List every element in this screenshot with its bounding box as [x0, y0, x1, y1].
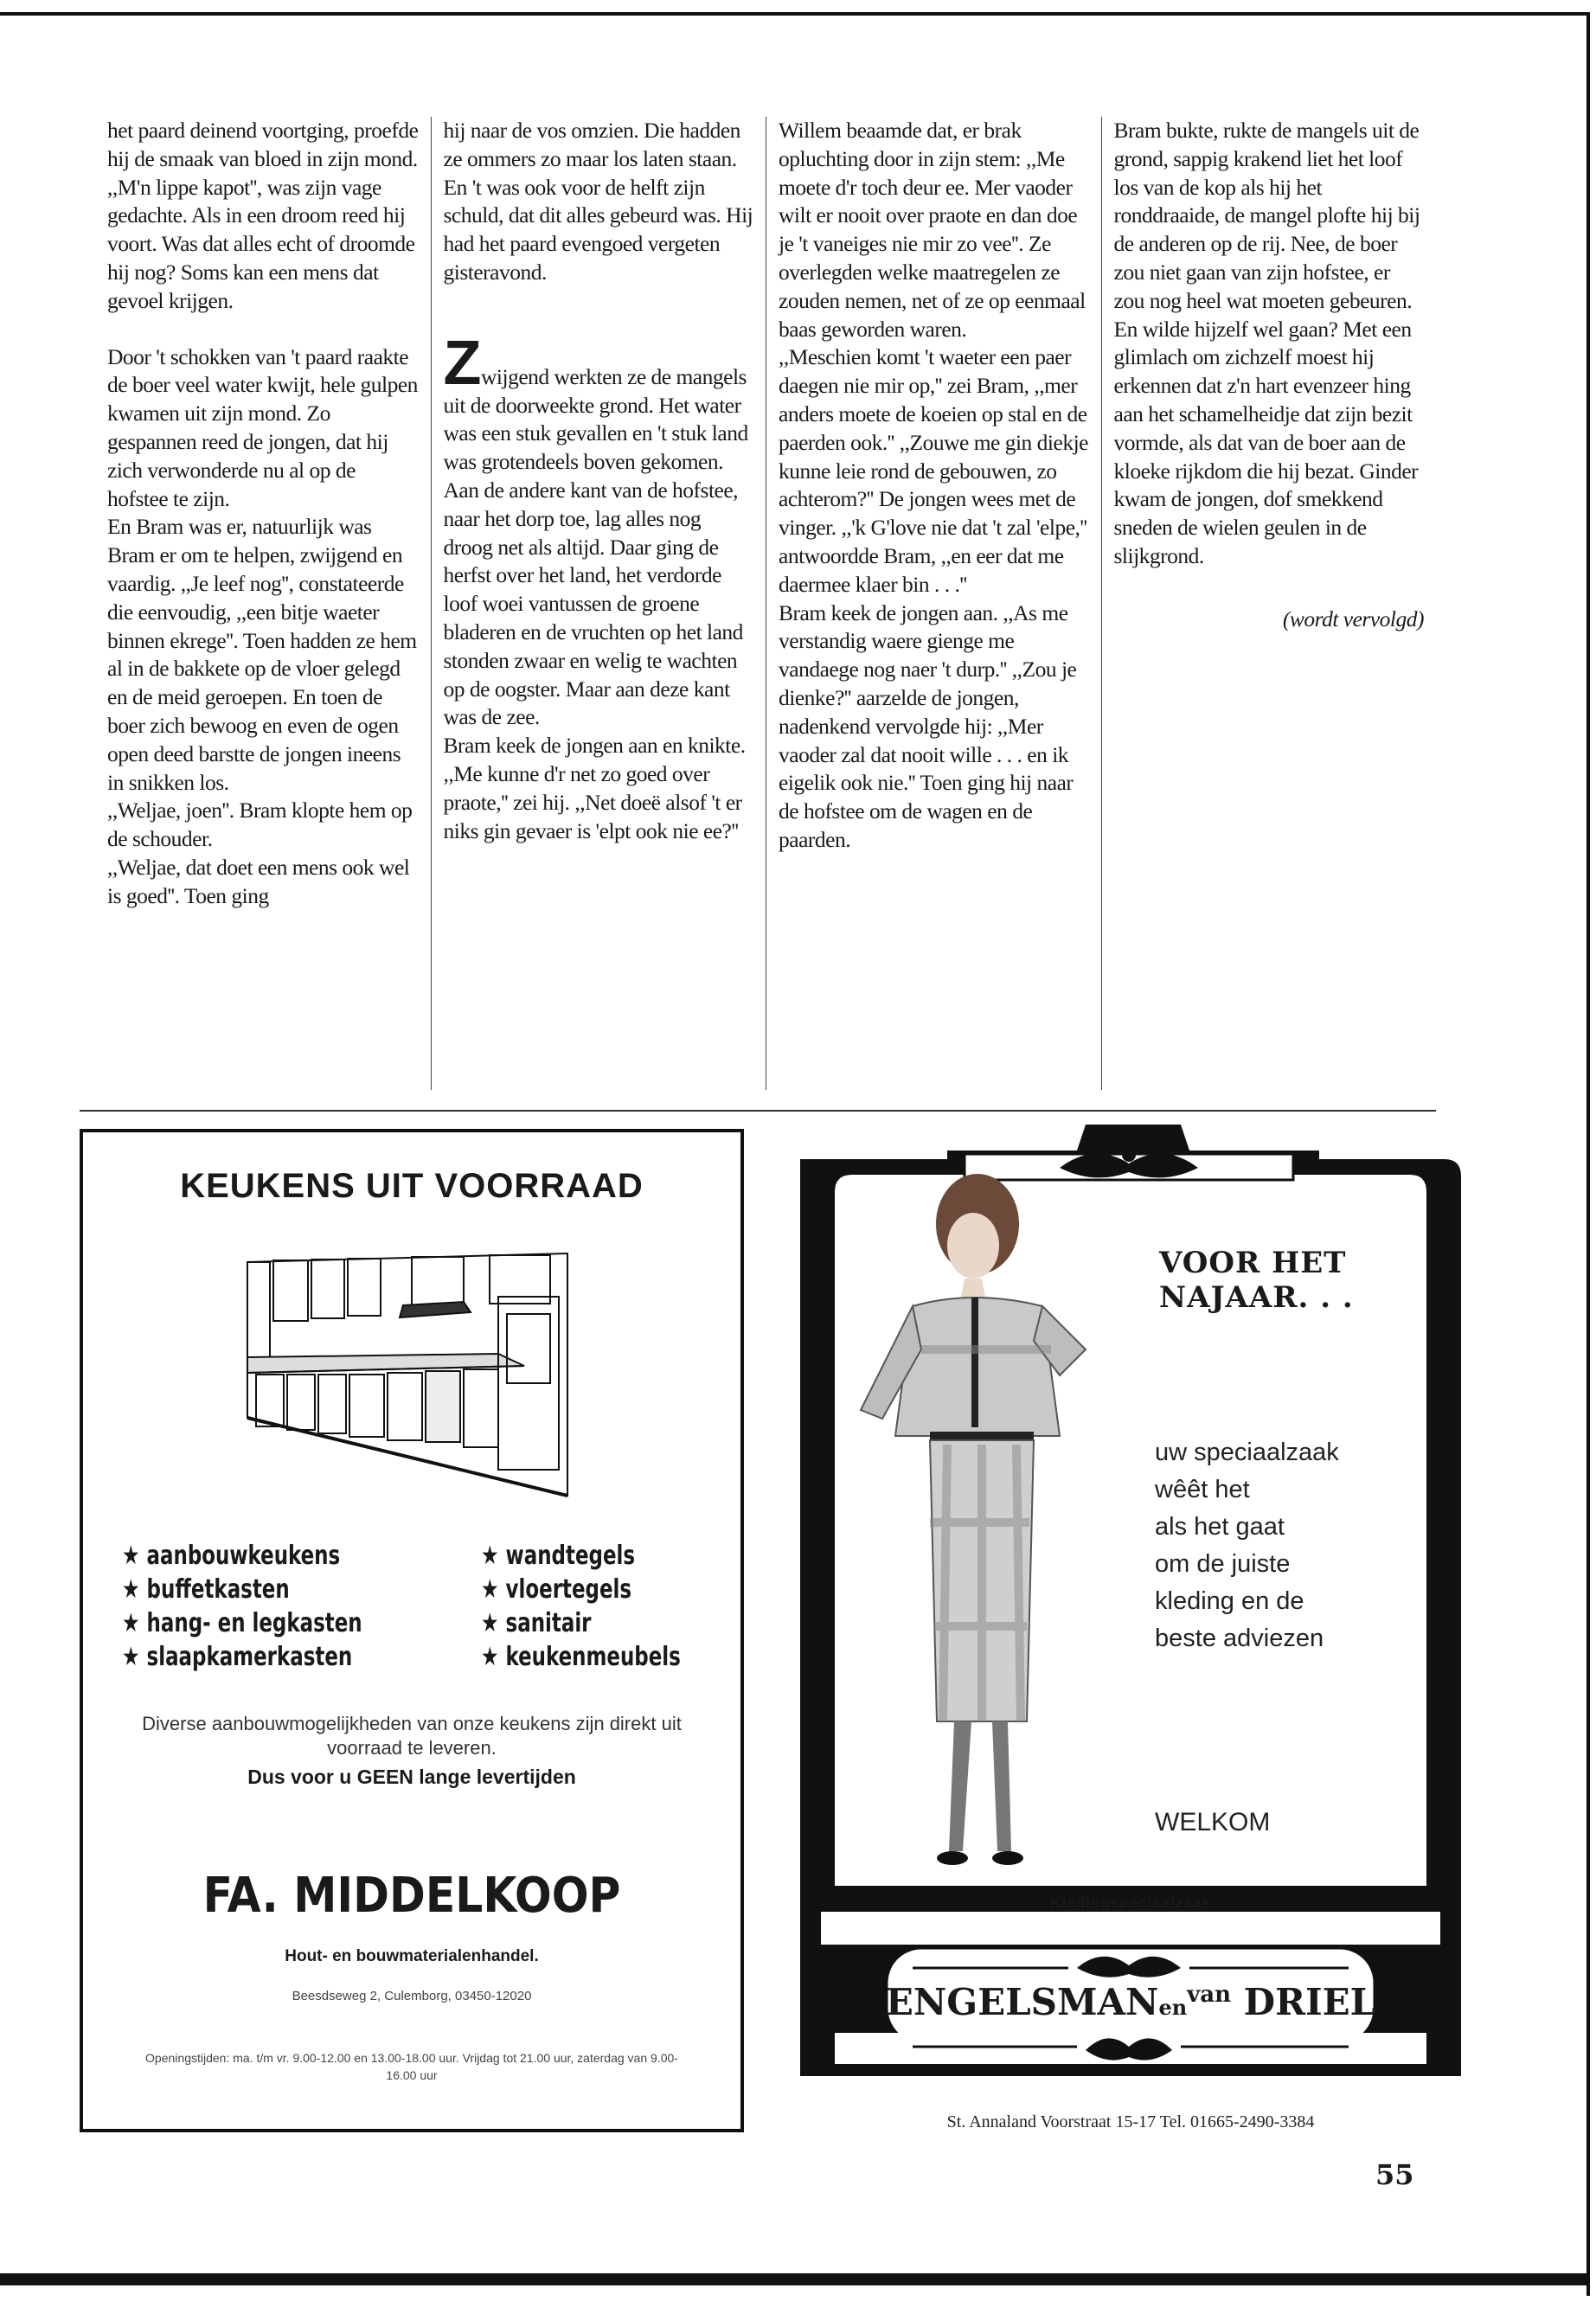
body-line: wêêt het [1155, 1476, 1250, 1503]
feature-item: ★ keukenmeubels [481, 1640, 681, 1674]
paragraph: ,,Weljae, dat doet een mens ook wel is goed''. Toen ging [107, 854, 410, 908]
story-column-3 [766, 117, 1101, 1090]
advertisement-keukens [80, 1129, 744, 2132]
body-line: kleding en de [1155, 1587, 1304, 1615]
brand-en: en [1158, 1995, 1188, 2020]
body-line: uw speciaalzaak [1155, 1439, 1339, 1466]
kitchen-illustration [239, 1245, 585, 1504]
feature-item: ★ vloertegels [481, 1573, 681, 1606]
company-name: FA. MIDDELKOOP [202, 1868, 621, 1924]
paragraph: ,,Weljae, joen''. Bram klopte hem op de schouder. [107, 798, 413, 852]
opening-hours: Openingstijden: ma. t/m vr. 9.00-12.00 en 13.00-18.00 uur. Vrijdag tot 21.00 uur, zaterdag van 9.00-16.00 uur [145, 2051, 678, 2082]
ad-title: KEUKENS UIT VOORRAAD [180, 1167, 644, 1205]
body-line: als het gaat [1155, 1513, 1285, 1541]
feature-item: ★ buffetkasten [122, 1573, 362, 1606]
brand-part: DRIEL [1243, 1981, 1376, 2023]
advertisement-engelsman [800, 1125, 1461, 2132]
feature-item: ★ slaapkamerkasten [122, 1640, 362, 1674]
ad-body [1155, 1434, 1339, 1657]
body-line: beste adviezen [1155, 1625, 1324, 1652]
paragraph: ,,Meschien komt 't waeter een paer daegen nie mir op,'' zei Bram, ,,mer anders moete de koeien op stal en de paerden ook.'' ,,Zouwe me gin diekje kunne leie rond de gebouwen, zo achterom?'' De jongen wees met de vinger. ,,'k G'love nie dat 't zal 'elpe,'' antwoordde Bram, ,,en eer dat me daermee klaer bin . . .'' [779, 344, 1088, 597]
story-column-2 [431, 117, 766, 1090]
ad-description: Diverse aanbouwmogelijkheden van onze keukens zijn direkt uit voorraad te leveren. [142, 1713, 682, 1759]
page-frame-top [0, 12, 1590, 16]
shop-address: St. Annaland Voorstraat 15-17 Tel. 01665-2490-3384 [946, 2112, 1315, 2131]
paragraph: Bram keek de jongen aan. ,,As me verstandig waere gienge me vandaege nog naer 't durp.'' ,,Zou je dienke?'' aarzelde de jongen, nadenkend vervolgde hij: ,,Mer vaoder zal dat nooit wille . . . en ik eigelik ook nie.'' Toen ging hij naar de hofstee om de wagen en de paarden. [779, 599, 1077, 852]
drop-cap: Z [443, 328, 481, 398]
brand-name [800, 1981, 1461, 2023]
paragraph: En Bram was er, natuurlijk was Bram er om te helpen, zwijgend en vaardig. ,,Je leef nog'', constateerde die eenvoudig, ,,een bitje waeter binnen ekrege''. Toen hadden ze hem al in de bakkete op de vloer gelegd en de meid geroepen. En toen de boer zich bewoog en even de ogen open deed barstte de jongen ineens in snikken los. [107, 514, 417, 795]
story-column-4 [1101, 117, 1437, 1090]
paragraph: Door 't schokken van 't paard raakte de boer veel water kwijt, hele gulpen kwamen uit zijn mond. Zo gespannen reed de jongen, dat hij zich verwonderde nu al op de hofstee te zijn. [107, 343, 418, 511]
feature-item: ★ wandtegels [481, 1539, 681, 1573]
continued-note: (wordt vervolgd) [1282, 606, 1424, 631]
page-frame-right [1586, 12, 1590, 2296]
feature-item: ★ hang- en legkasten [122, 1606, 362, 1640]
welcome-text: WELKOM [1155, 1808, 1271, 1836]
page-frame-bottom [0, 2273, 1590, 2285]
paragraph: hij naar de vos omzien. Die hadden ze ommers zo maar los laten staan. En 't was ook voor de helft zijn schuld, dat dit alles gebeurd was. Hij had het paard evengoed vergeten gisteravond. [443, 118, 753, 285]
heading-line: NAJAAR. . . [1159, 1280, 1354, 1315]
shop-type: Kledingspeciaalzaak [1050, 1894, 1211, 1911]
paragraph: Bram bukte, rukte de mangels uit de grond, sappig krakend liet het loof los van de kop als hij het ronddraaide, de mangel plofte hij bij de anderen op de rij. Nee, de boer zou niet gaan van zijn hofstee, er zou nog heel wat moeten gebeuren. En wilde hijzelf wel gaan? Met een glimlach om zichzelf moest hij erkennen dat z'n hart evenzeer hing aan het schamelheidje dat zijn bezit vormde, als dat van de boer aan de kloeke rijkdom die hij bezat. Ginder kwam de jongen, dof smekkend sneden de wielen geulen in de slijkgrond. [1113, 118, 1420, 568]
body-line: om de juiste [1155, 1550, 1291, 1578]
feature-list-right [481, 1539, 681, 1674]
paragraph-with-dropcap [443, 328, 754, 732]
paragraph: Willem beaamde dat, er brak opluchting door in zijn stem: ,,Me moete d'r toch deur ee. Mer vaoder wilt er nooit over praote en dan doe je 't vaneiges nie mir zo vee''. Ze overlegden welke maatregelen ze zouden nemen, net of ze op eenmaal baas geworden waren. [779, 118, 1086, 342]
feature-item: ★ sanitair [481, 1606, 681, 1640]
company-subtitle: Hout- en bouwmaterialenhandel. [285, 1947, 539, 1965]
company-address: Beesdseweg 2, Culemborg, 03450-12020 [292, 1989, 532, 2003]
feature-list-left [122, 1539, 362, 1674]
brand-van: van [1187, 1982, 1232, 2008]
feature-item: ★ aanbouwkeukens [122, 1539, 362, 1573]
story-columns [95, 117, 1436, 1090]
ad-heading [1159, 1246, 1354, 1315]
brand-part: ENGELSMAN [885, 1981, 1159, 2023]
section-divider [80, 1110, 1436, 1112]
paragraph-text: wijgend werkten ze de mangels uit de doorweekte grond. Het water was een stuk gevallen en 't stuk land was grotendeels boven gekomen. Aan de andere kant van de hofstee, naar het dorp toe, lag alles nog droog net als altijd. Daar ging de herfst over het land, het verdorde loof woei vantussen de groene bladeren en de vruchten op het land stonden zwaar en welig te wachten op de oogster. Maar aan deze kant was de zee. [443, 363, 748, 730]
paragraph: het paard deinend voortging, proefde hij de smaak van bloed in zijn mond. ,,M'n lippe kapot'', was zijn vage gedachte. Als in een droom reed hij voort. Was dat alles echt of droomde hij nog? Soms kan een mens dat gevoel krijgen. [107, 118, 419, 313]
page-number: 55 [1375, 2158, 1414, 2191]
ad-emphasis: Dus voor u GEEN lange levertijden [247, 1766, 576, 1788]
story-column-1 [95, 117, 431, 1090]
heading-line: VOOR HET [1159, 1246, 1347, 1280]
paragraph: Bram keek de jongen aan en knikte. ,,Me kunne d'r net zo goed over praote,'' zei hij. ,,Net doeë alsof 't er niks gin gevaer is 'elpt ook nie ee?'' [443, 733, 746, 843]
